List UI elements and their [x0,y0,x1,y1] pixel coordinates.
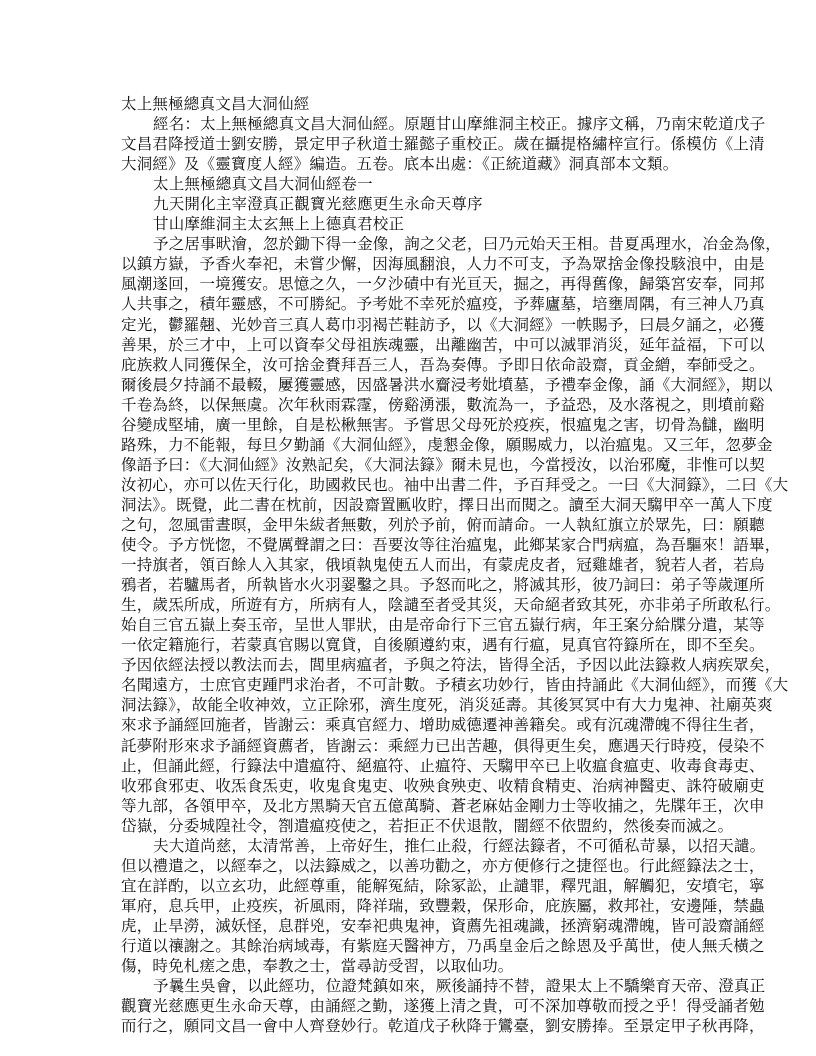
text-line: 予因依經法授以教法而去，閭里病瘟者，予與之符法，皆得全活，予因以此法籙救人病疾眾矣， [121,656,781,675]
text-line: 虎，止旱澇，滅妖怪，息群兇，安奉祀典鬼神，資薦先祖魂識，拯濟窮魂滯魄，皆可設齋誦經 [121,916,765,935]
text-line: 行道以禳謝之。其餘治病域毒，有紫庭天醫神方，乃禹皇金后之餘恩及乎萬世，使人無夭橫之 [121,936,765,955]
text-line: 軍府，息兵甲，止疫疾，祈風雨，降祥瑞，致豐穀，保形命，庇族屬，救邦社，安邊陲，禁蟲 [121,896,765,915]
text-line: 以鎮方嶽，予香火奉祀，未嘗少懈，因海風翻浪，人力不可支，予為眾捨金像投駭浪中，由是 [121,255,765,274]
text-line: 岱嶽，分委城隍社令，劄遣瘟疫使之，若拒正不伏退散，闇經不依盟約，然後奏而滅之。 [121,816,734,835]
text-line: 爾後晨夕持誦不最輟，屢獲靈感，因盛暑洪水齎浸考妣墳墓，予禮奉金像，誦《大洞經》，期以 [121,375,773,394]
text-line: 風潮遂回，一境獲安。思憶之久，一夕沙磧中有光亘天，掘之，再得舊像，歸築宮安奉，同邦 [121,275,765,294]
text-line: 夫大道尚慈，太清常善，上帝好生，推仁止殺，行經法籙者，不可循私苛暴，以招天譴。 [153,836,766,855]
text-line: 洞法籙》，故能全收神效，立正除邪，濟生度死，消災延壽。其後冥冥中有大力鬼神、社廟英爽 [121,696,773,715]
text-line: 予曩生吳會，以此經功，位證梵鎮如來，厥後誦持不替，證果太上不驕樂育天帝、澄真正 [153,977,766,996]
text-line: 九天開化主宰澄真正觀寶光慈應更生永命天尊序 [153,195,483,214]
text-line: 觀寶光慈應更生永命天尊，由誦經之勤，遂獲上清之貴，可不深加尊敬而授之乎！得受誦者勉 [121,997,765,1016]
document-title: 太上無極總真文昌大洞仙經 [121,95,310,113]
text-line: 甘山摩維洞主太玄無上上德真君校正 [153,215,405,234]
text-line: 生，歲炁所成，所遊有方，所病有人，陰譴至者受其災，天命絕者致其死，亦非弟子所敢私行。 [121,596,781,615]
text-line: 止，但誦此經，行籙法中遣瘟符、絕瘟符、止瘟符、天騶甲卒已上收瘟食瘟吏、收毒食毒吏、 [121,756,765,775]
text-line: 像語予曰：《大洞仙經》汝熟記矣，《大洞法籙》爾未見也，今當授汝，以治邪魔，非惟可以契 [121,455,765,474]
document-page [121,94,789,1036]
text-line: 傷，時免札瘥之患，奉教之士，當尋訪受習，以取仙功。 [121,957,514,976]
text-line: 人共事之，積年靈感，不可勝紀。予考妣不幸死於瘟疫，予葬廬墓，培壅周隅，有三神人乃真 [121,295,765,314]
text-line: 名聞遠方，士庶官吏踵門求治者，不可計數。予積玄功妙行，皆由持誦此《大洞仙經》，而獲《大 [121,676,789,695]
text-line: 但以禮遣之，以經奉之，以法籙威之，以善功勸之，亦方便修行之捷徑也。行此經籙法之士， [121,856,765,875]
text-line: 洞法》。既覺，此二書在枕前，因設齋置匭收貯，擇日出而閱之。讀至大洞天騶甲卒一萬人下度 [121,495,773,514]
text-line: 一依定籍施行，若蒙真官賜以寬貸，自後願遵約束，遇有行瘟，見真官符籙所在，即不至矣。 [121,636,765,655]
text-line: 鴉者，若驢馬者，所執皆水火羽翣鑿之具。予怒而叱之，將滅其形，彼乃詞曰：弟子等歲運所 [121,576,765,595]
text-line: 經名：太上無極總真文昌大洞仙經。原題甘山摩維洞主校正。據序文稱，乃南宋乾道戊子 [153,115,766,134]
text-line: 善果，於三才中，上可以資奉父母祖族魂靈，出離幽苦，中可以滅罪消災，延年益福，下可以 [121,335,765,354]
text-line: 予之居事畎澮，忽於鋤下得一金像，詢之父老，曰乃元始天王相。昔夏禹理水，冶金為像， [153,235,782,254]
text-line: 文昌君降授道士劉安勝，景定甲子秋道士羅懿子重校正。歲在攝提格繡梓宣行。係模仿《上清 [121,135,765,154]
text-line: 谷變成堅埔，廣一里餘，自是松楸無害。予嘗思父母死於疫疾，恨瘟鬼之害，切骨為讎，幽明 [121,415,765,434]
text-line: 宜在詳酌，以立玄功，此經尊重，能解冤結，除冢訟，止譴罪，釋咒詛，解觸犯，安墳宅，寧 [121,876,765,895]
text-line: 始自三官五嶽上奏玉帝，呈世人罪狀，由是帝命行下三官五嶽行病，年王案分給牒分遣，某等 [121,616,765,635]
text-line: 一持旗者，領百餘人入其家，俄頃執鬼使五人而出，有蒙虎皮者，冠雞雄者，貌若人者，若烏 [121,556,765,575]
text-line: 路殊，力不能報，每旦夕勤誦《大洞仙經》，虔懇金像，願賜威力，以治瘟鬼。又三年，忽夢金 [121,435,773,454]
text-line: 使令。予方恍惚，不覺厲聲謂之曰：吾要汝等往治瘟鬼，此鄉某家合門病瘟，為吾驅來！語畢， [121,536,781,555]
text-line: 等九部，各領甲卒，及北方黑騎天官五億萬騎、蒼老麻姑金剛力士等收捕之，先牒年王，次申 [121,796,765,815]
text-line: 託夢附形來求予誦經資薦者，皆謝云：乘經力已出苦趣，俱得更生矣，應遇天行時疫，侵染不 [121,736,765,755]
text-line: 千卷為終，以保無虞。次年秋雨霖霪，傍谿湧漲，數流為一，予益恐，及水落視之，則墳前谿 [121,395,765,414]
text-line: 來求予誦經回施者，皆謝云：乘真官經力、增助威德遷神善籍矣。或有沉魂滯魄不得往生者， [121,716,765,735]
text-line: 大洞經》及《靈寶度人經》編造。五卷。底本出處：《正統道藏》洞真部本文類。 [121,155,679,174]
text-line: 太上無極總真文昌大洞仙經卷一 [153,175,373,194]
text-line: 定光，鬱羅翹、光妙音三真人葛巾羽褐芒鞋訪予，以《大洞經》一帙賜予，曰晨夕誦之，必獲 [121,315,765,334]
text-line: 汝初心，亦可以佐天行化，助國救民也。袖中出書二件，予百拜受之。一曰《大洞籙》，二曰《大 [121,475,789,494]
text-line: 而行之，願同文昌一會中人齊登妙行。乾道戊子秋降于鸞臺，劉安勝捧。至景定甲子秋再降， [121,1017,765,1036]
text-line: 之句，忽風雷晝暝，金甲朱紱者無數，列於予前，俯而請命。一人執紅旗立於眾先，曰：願聽 [121,515,765,534]
text-line: 收邪食邪吏、收炁食炁吏，收鬼食鬼吏、收殃食殃吏、收精食精吏、治病神醫吏、誅符破廟吏 [121,776,765,795]
text-line: 庇族救人同獲保全，汝可捨金賚拜吾三人，吾為奏傳。予即日依命設齋，貢金繒，奉師受之。 [121,355,765,374]
